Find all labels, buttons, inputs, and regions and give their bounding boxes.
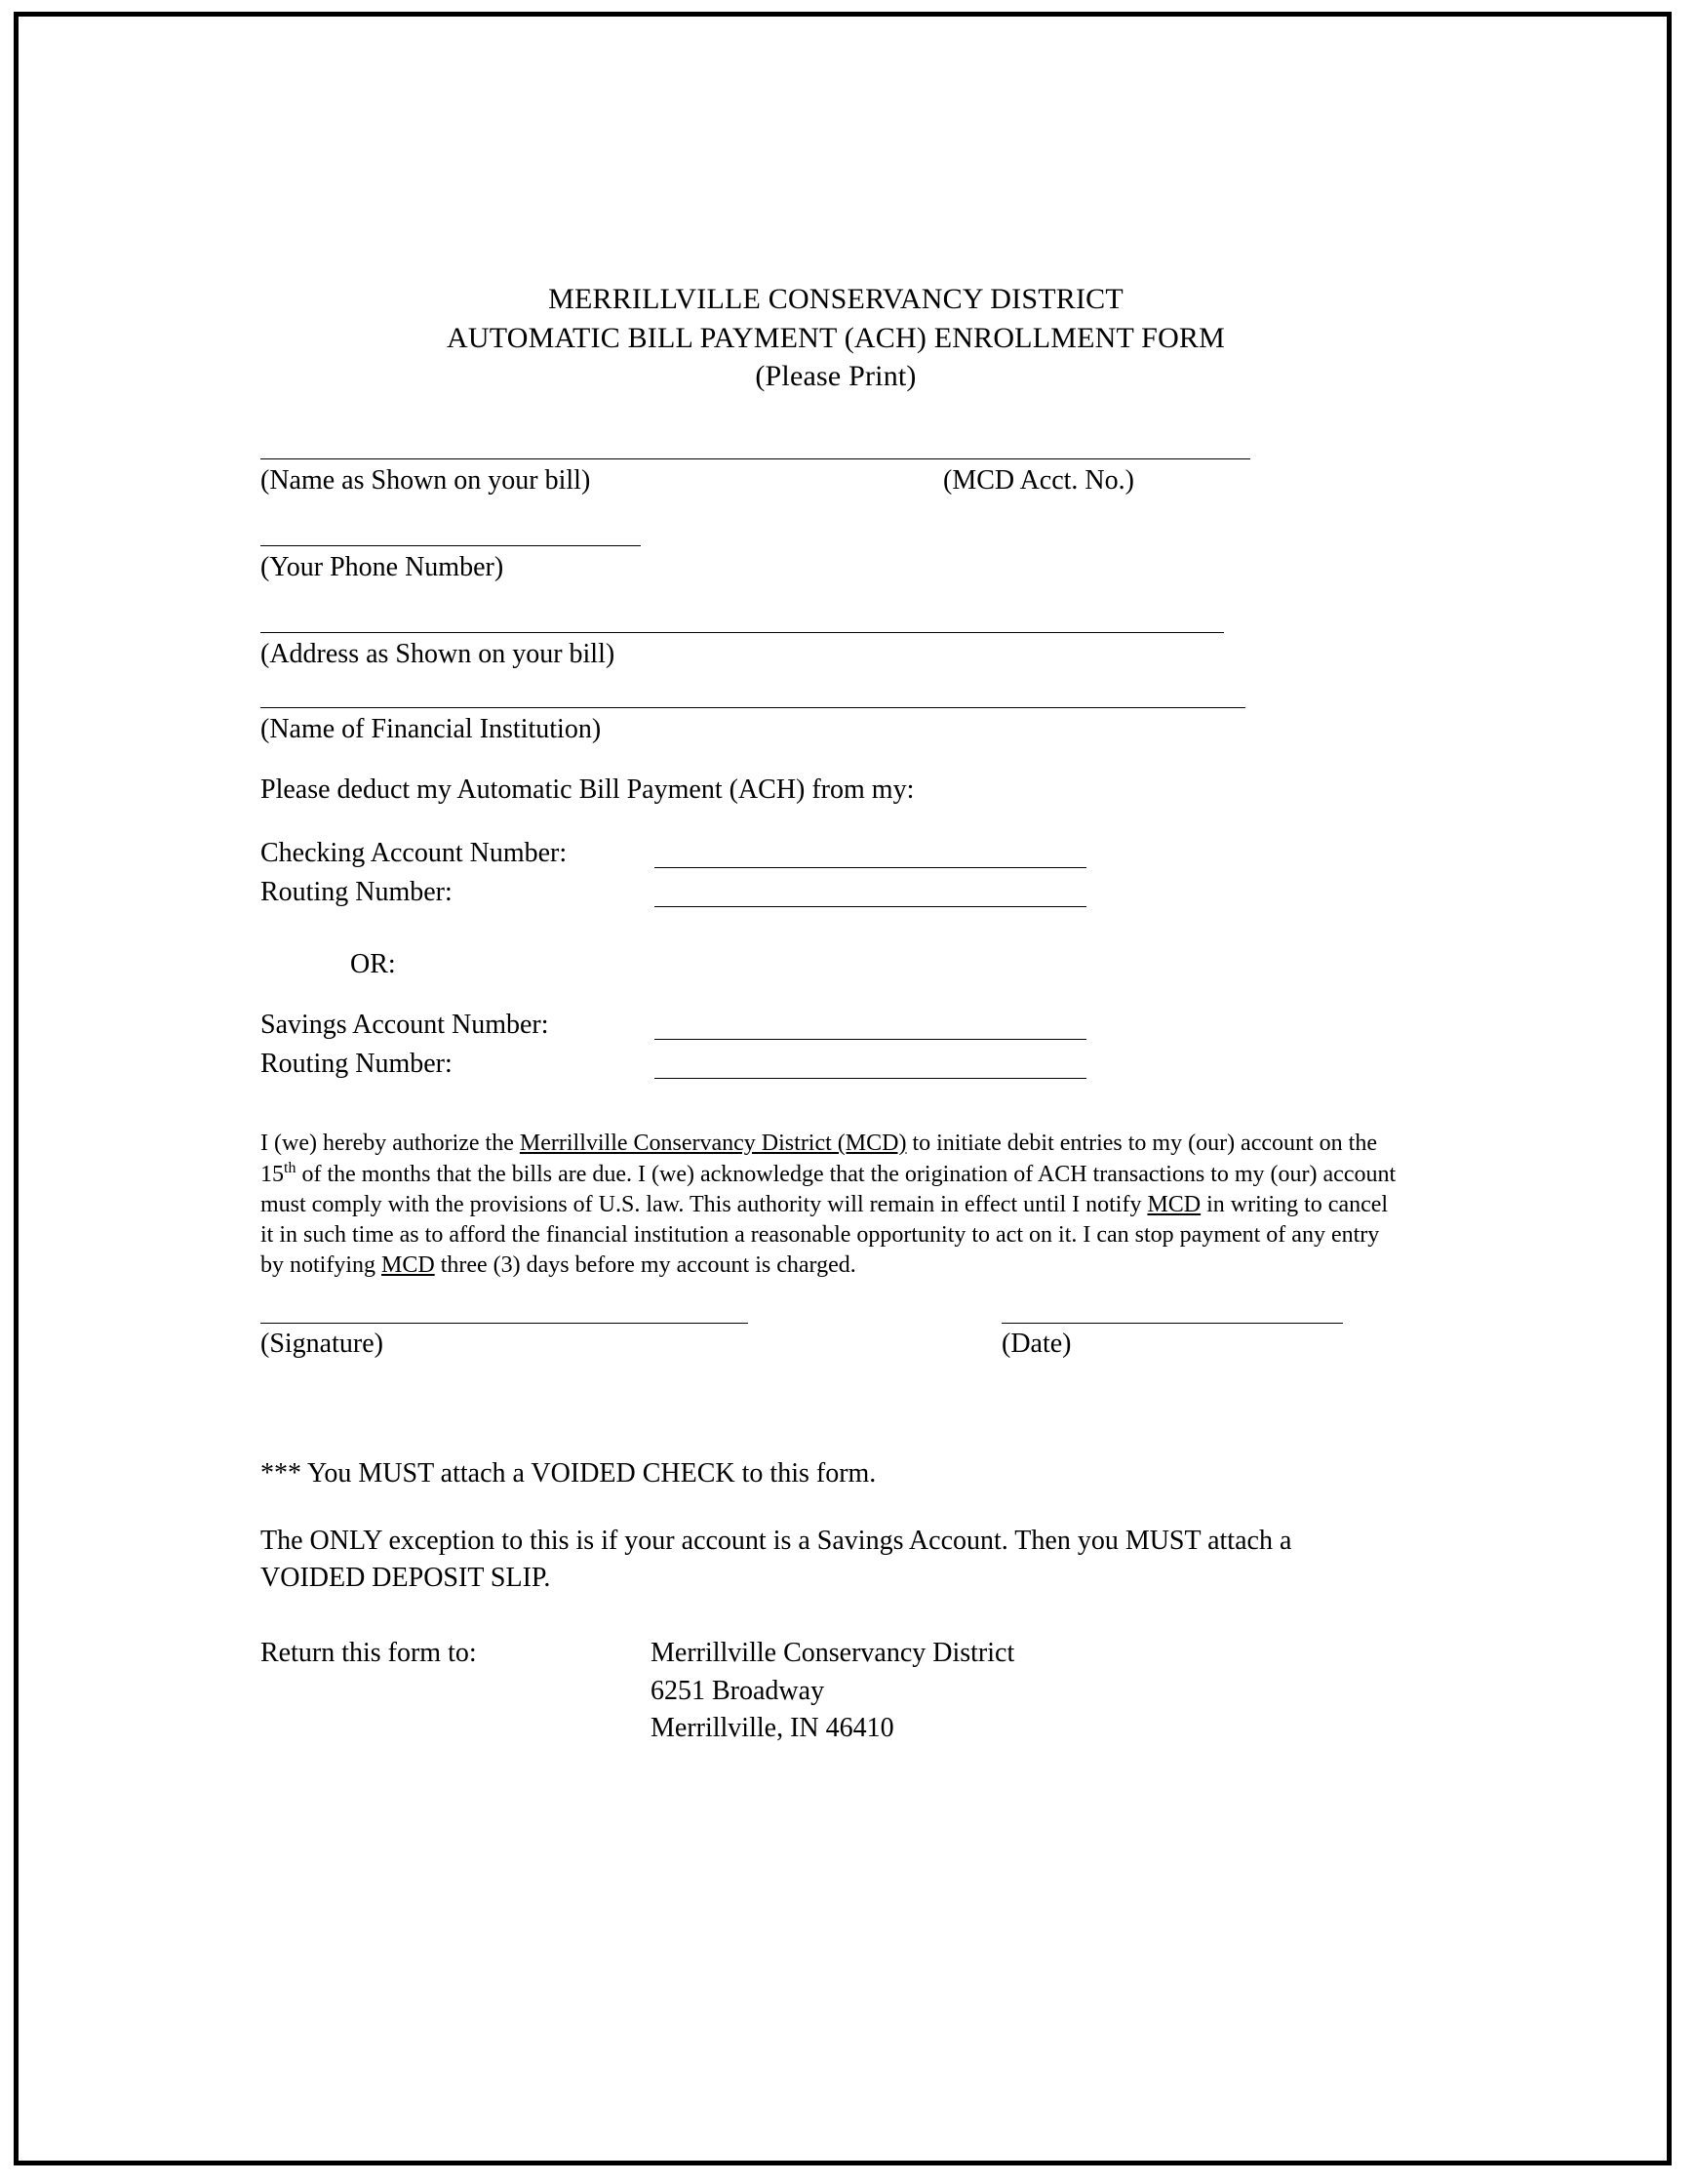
signature-block xyxy=(260,1323,1411,1410)
authorization-paragraph xyxy=(260,1129,1406,1282)
checking-routing-input-line[interactable] xyxy=(654,906,1086,907)
auth-entity-name: Merrillville Conservancy District (MCD) xyxy=(519,1130,907,1156)
return-address-line-3: Merrillville, IN 46410 xyxy=(651,1713,894,1744)
form-title xyxy=(260,280,1411,396)
return-address-line-2: 6251 Broadway xyxy=(651,1675,825,1706)
label-savings-routing-number: Routing Number: xyxy=(260,1048,453,1079)
title-line-2: AUTOMATIC BILL PAYMENT (ACH) ENROLLMENT FORM xyxy=(446,321,1226,354)
label-signature: (Signature) xyxy=(260,1328,383,1359)
label-return-form-to: Return this form to: xyxy=(260,1638,477,1669)
return-address-block xyxy=(260,1635,1411,1762)
label-phone-number: (Your Phone Number) xyxy=(260,551,504,582)
note-voided-check: *** You MUST attach a VOIDED CHECK to this form. xyxy=(260,1457,877,1489)
name-acct-input-line[interactable] xyxy=(260,458,1250,459)
return-address-line-1: Merrillville Conservancy District xyxy=(651,1638,1015,1669)
label-name-on-bill: (Name as Shown on your bill) xyxy=(260,464,591,496)
or-separator: OR: xyxy=(350,948,396,979)
financial-institution-input-line[interactable] xyxy=(260,707,1245,708)
address-input-line[interactable] xyxy=(260,632,1224,633)
label-checking-routing-number: Routing Number: xyxy=(260,876,453,907)
field-phone xyxy=(260,545,1411,583)
label-date: (Date) xyxy=(1002,1328,1072,1359)
label-checking-account-number: Checking Account Number: xyxy=(260,837,568,868)
date-input-line[interactable] xyxy=(1002,1323,1343,1324)
label-financial-institution: (Name of Financial Institution) xyxy=(260,713,602,744)
return-address-lines xyxy=(651,1635,1014,1748)
auth-mcd-2: MCD xyxy=(381,1252,435,1279)
note-exception: The ONLY exception to this is if your account is a Savings Account. Then you MUST attach a VOIDED DEPOSIT SLIP. xyxy=(260,1526,1292,1593)
field-address xyxy=(260,632,1411,670)
title-line-1: MERRILLVILLE CONSERVANCY DISTRICT xyxy=(548,283,1124,315)
deduct-instruction: Please deduct my Automatic Bill Payment (ACH) from my: xyxy=(260,774,915,805)
checking-account-input-line[interactable] xyxy=(654,867,1086,868)
label-mcd-acct-no: (MCD Acct. No.) xyxy=(943,464,1134,496)
savings-account-input-line[interactable] xyxy=(654,1039,1086,1040)
auth-part-4: in writing to cancel it in such time as to afford the financial institution a reasonable opportunity to act on it. I can stop payment of any entry by notifying xyxy=(260,1192,1389,1279)
label-address-on-bill: (Address as Shown on your bill) xyxy=(260,638,615,669)
auth-part-1: I (we) hereby authorize the xyxy=(260,1130,520,1156)
auth-part-5: three (3) days before my account is charged. xyxy=(434,1252,856,1279)
checking-block xyxy=(260,838,1411,916)
auth-ordinal: th xyxy=(284,1159,296,1176)
signature-input-line[interactable] xyxy=(260,1323,748,1324)
auth-mcd-1: MCD xyxy=(1147,1192,1202,1218)
form-body xyxy=(260,280,1411,1762)
label-savings-account-number: Savings Account Number: xyxy=(260,1009,549,1040)
document-sheet xyxy=(19,17,1667,2161)
savings-routing-input-line[interactable] xyxy=(654,1078,1086,1079)
field-financial-institution xyxy=(260,707,1411,745)
auth-part-3: of the months that the bills are due. I (we) acknowledge that the origination of ACH transactions to my (our) account must comply with the provisions of U.S. law. This authority will remain in effect until I notify xyxy=(260,1161,1397,1218)
auth-part-2: to initiate debit entries to my (our) account on the 15 xyxy=(260,1130,1377,1187)
field-name-acct xyxy=(260,458,1411,496)
page-border xyxy=(14,12,1672,2165)
phone-input-line[interactable] xyxy=(260,545,641,546)
savings-block xyxy=(260,1010,1411,1088)
title-line-3: (Please Print) xyxy=(755,360,917,393)
